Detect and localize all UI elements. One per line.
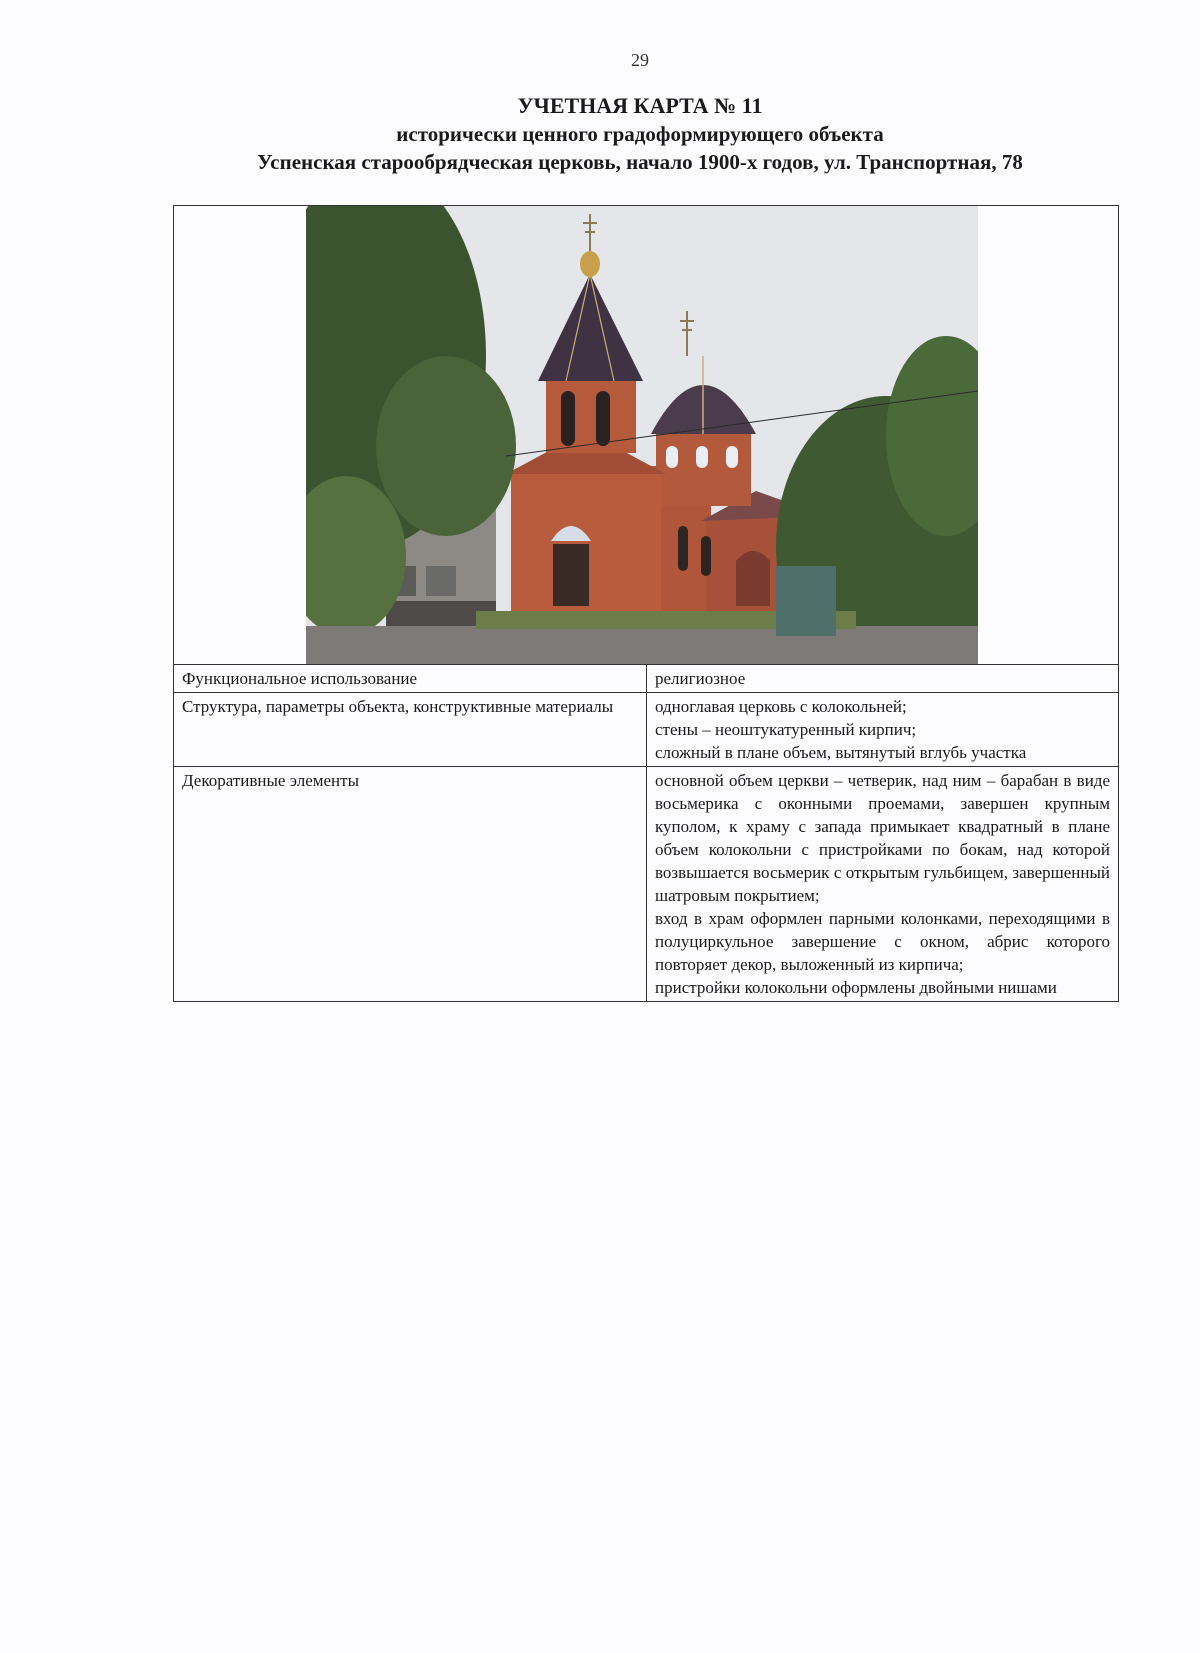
photo-row <box>174 206 1118 665</box>
value-line: основной объем церкви – четверик, над ним – барабан в виде восьмерика с оконными проемами, завершен крупным куполом, к храму с запада примыкает квадратный в плане объем колокольни с пристройками по бокам, над которой возвышается восьмерик с открытым гульбищем, завершенный шатровым покрытием; <box>655 771 1110 905</box>
dome-drum <box>656 431 751 506</box>
gold-cupola <box>580 251 600 277</box>
card-title: УЧЕТНАЯ КАРТА № 11 <box>517 93 763 118</box>
table-row <box>174 693 1118 767</box>
table-row <box>174 767 1118 1002</box>
row-label: Структура, параметры объекта, конструктивные материалы <box>174 693 647 767</box>
value-line: религиозное <box>655 669 746 688</box>
page-number: 29 <box>631 50 649 70</box>
value-line: сложный в плане объем, вытянутый вглубь участка <box>655 743 1027 762</box>
row-value <box>647 693 1119 767</box>
value-line: одноглавая церковь с колокольней; <box>655 697 907 716</box>
row-value <box>647 665 1119 693</box>
value-line: стены – неоштукатуренный кирпич; <box>655 720 917 739</box>
record-card <box>173 205 1119 1002</box>
card-subtitle: исторически ценного градоформирующего объекта <box>396 122 884 146</box>
object-name: Успенская старообрядческая церковь, начало 1900-х годов, ул. Транспортная, 78 <box>257 150 1023 174</box>
row-value <box>647 767 1119 1002</box>
value-line: пристройки колокольни оформлены двойными нишами <box>655 978 1057 997</box>
table-row <box>174 665 1118 693</box>
entrance-door <box>553 544 589 606</box>
bell-tower-octagon <box>546 378 636 453</box>
row-label: Функциональное использование <box>174 665 647 693</box>
road <box>306 626 978 664</box>
value-line: вход в храм оформлен парными колонками, переходящими в полуциркульное завершение с окном, абрис которого повторяет декор, выложенный из кирпича; <box>655 909 1110 974</box>
row-label: Декоративные элементы <box>174 767 647 1002</box>
church-photo <box>306 206 978 664</box>
card-header <box>0 92 1200 176</box>
attributes-table <box>174 665 1118 1001</box>
